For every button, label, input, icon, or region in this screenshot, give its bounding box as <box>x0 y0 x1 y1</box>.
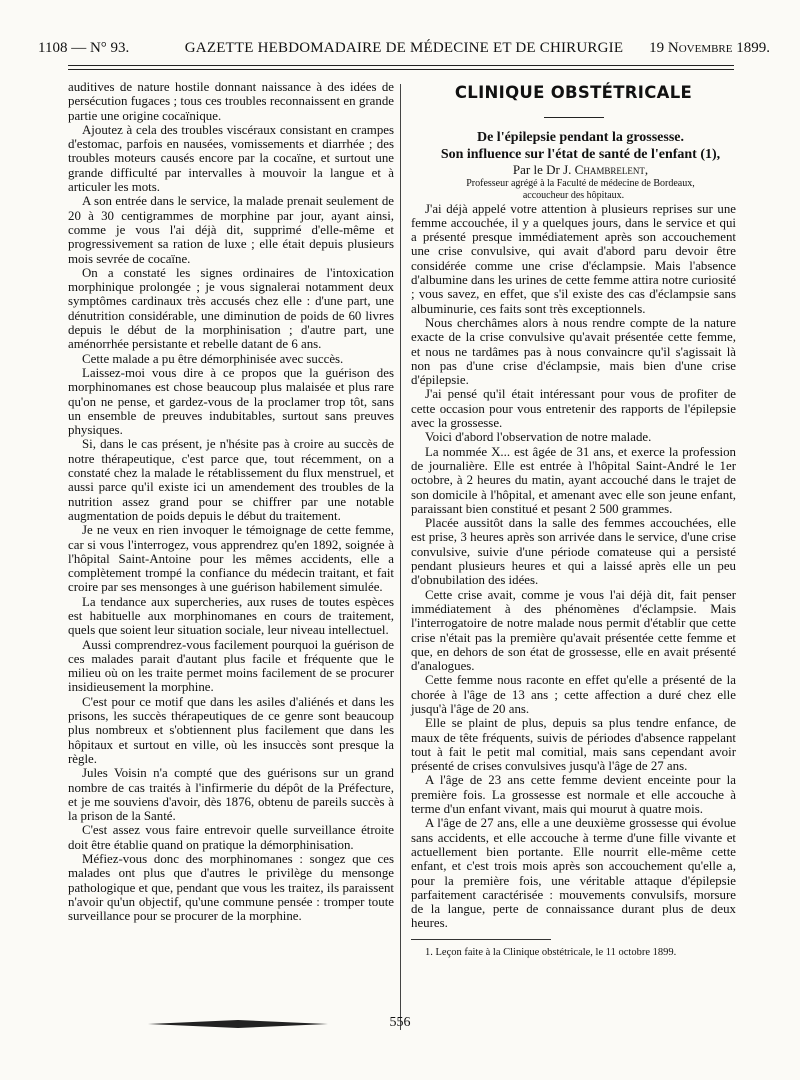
issue-date <box>649 36 770 60</box>
issue-year: 1899. <box>736 40 770 56</box>
paragraph: Placée aussitôt dans la salle des femmes accouchées, elle est prise, 3 heures après son arrivée dans le service, d'une crise convulsive, suivie d'une période comateuse qui a persisté pendant plusieurs heures et qui a laissé après elle un peu d'obnubilation des idées. <box>411 516 736 588</box>
paragraph: A l'âge de 27 ans, elle a une deuxième grossesse qui évolue sans accidents, et elle accouche à terme d'une fille vivante et actuellement bien portante. Elle nourrit elle-même cette enfant, et c'est trois mois après son accouchement qu'elle a, pour la première fois, une véritable attaque d'épilepsie parfaitement caractérisée : mouvements convulsifs, morsure de la langue, perte de connaissance durant plus de deux heures. <box>411 816 736 931</box>
issue-month: Novembre <box>667 40 733 56</box>
affiliation-line2: accoucheur des hôpitaux. <box>522 189 625 201</box>
paragraph: On a constaté les signes ordinaires de l'intoxication morphinique prolongée ; je vous signalerai notamment deux symptômes cardinaux très accusés chez elle : d'une part, une dénutrition considérable, une diminution de poids de 60 livres depuis le début de la morphinisation ; d'autre part, une aménorrhée persistante et rebelle datant de 6 ans. <box>68 265 394 352</box>
paragraph: Cette crise avait, comme je vous l'ai déjà dit, fait penser immédiatement à des phénomènes d'éclampsie. Mais l'interrogatoire de notre malade nous permit d'établir que cette crise n'était pas la première qu'avait présentée cette femme et que, en dehors de son état de grossesse, elle en avait présenté d'analogues. <box>411 587 736 674</box>
paragraph: Aussi comprendrez-vous facilement pourquoi la guérison de ces malades parait d'autant plus facile et fréquente que le milieu où on les traite permet moins facilement de se procurer insidieusement la morphine. <box>68 637 394 695</box>
paragraph: Cette malade a pu être démorphinisée avec succès. <box>82 351 344 366</box>
paragraph: Voici d'abord l'observation de notre malade. <box>425 430 652 445</box>
header-rule-bottom <box>68 69 734 70</box>
author-name: Chambrelent, <box>574 162 649 178</box>
header-rule-top <box>68 65 734 66</box>
paragraph: J'ai pensé qu'il était intéressant pour vous de profiter de cette occasion pour vous entretenir des rapports de l'épilepsie avec la grossesse. <box>411 387 736 431</box>
issue-number: 1108 — N° 93. <box>38 40 130 56</box>
paragraph: A l'âge de 23 ans cette femme devient enceinte pour la première fois. La grossesse est normale et elle accouche à terme d'un enfant vivant, mais qui mourut à quatre mois. <box>411 773 736 817</box>
footnote: 1. Leçon faite à la Clinique obstétricale, le 11 octobre 1899. <box>425 946 677 958</box>
column-divider <box>400 84 401 1030</box>
article-title-line2: Son influence sur l'état de santé de l'enfant (1), <box>440 147 721 163</box>
section-title: CLINIQUE OBSTÉTRICALE <box>454 83 693 102</box>
paragraph: Elle se plaint de plus, depuis sa plus tendre enfance, de maux de tête fréquents, suivis de périodes d'absence rappelant tout à fait le petit mal comitial, mais sans cependant avoir présenté de crises convulsives jusqu'à l'âge de 27 ans. <box>411 716 736 774</box>
author-byline <box>411 163 736 177</box>
paragraph: C'est assez vous faire entrevoir quelle surveillance étroite doit être établie quand on pratique la démorphinisation. <box>68 823 394 852</box>
affiliation-line1: Professeur agrégé à la Faculté de médecine de Bordeaux, <box>466 177 695 189</box>
author-prefix: Par le Dr J. <box>512 162 575 178</box>
journal-title: GAZETTE HEBDOMADAIRE DE MÉDECINE ET DE CHIRURGIE <box>184 40 624 56</box>
right-column <box>411 80 736 959</box>
paragraph: Méfiez-vous donc des morphinomanes : songez que ces malades ont plus que d'autres le privilège du mensonge pathologique et que, pendant que vous les traitez, ils paraissent n'avoir qu'un objectif, qu'une commune pensée : tromper toute surveillance pour se procurer de la morphine. <box>68 852 394 924</box>
paragraph: Si, dans le cas présent, je n'hésite pas à croire au succès de notre thérapeutique, c'est parce que, tout récemment, on a constaté chez la malade le rétablissement du flux menstruel, et aussi parce qu'il existe ici un amendement des troubles de la nutrition assez grand pour se chiffrer par une notable augmentation de poids depuis le début du traitement. <box>68 437 394 523</box>
paragraph: C'est pour ce motif que dans les asiles d'aliénés et dans les prisons, les succès thérapeutiques de ce genre sont beaucoup plus nombreux et s'obtiennent plus facilement que dans les hôpitaux et surtout en ville, où les insuccès sont presque la règle. <box>68 694 394 766</box>
paragraph: Je ne veux en rien invoquer le témoignage de cette femme, car si vous l'interrogez, vous apprendrez qu'en 1892, soignée à l'hôpital Saint-Antoine pour les mêmes accidents, elle a complètement trompé la confiance du médecin traitant, et fait croire par ses mensonges à une guérison habilement simulée. <box>68 523 394 595</box>
footnote-rule <box>411 939 551 940</box>
author-affiliation <box>411 178 736 202</box>
paragraph: J'ai déjà appelé votre attention à plusieurs reprises sur une femme accouchée, il y a quelques jours, dans le service et qui a présenté presque immédiatement après son accouchement une crise convulsive, qui avait d'abord paru devoir être considérée comme une crise d'éclampsie. Mais l'absence d'albumine dans les urines de cette femme attira notre curiosité ; vous savez, en effet, que s'il existe des cas d'éclampsie sans albuminurie, ces faits sont très exceptionnels. <box>411 201 736 316</box>
article-title-line1: De l'épilepsie pendant la grossesse. <box>476 130 685 146</box>
running-header <box>38 36 770 60</box>
page-number: 556 <box>389 1015 411 1030</box>
paragraph: A son entrée dans le service, la malade prenait seulement de 20 à 30 centigrammes de morphine par jour, ayant ainsi, comme je vous l'ai déjà dit, supprimé d'elle-même et progressivement sa ration de luxe ; elle était depuis plusieurs mois sevrée de cocaïne. <box>68 194 394 266</box>
paragraph: Nous cherchâmes alors à nous rendre compte de la nature exacte de la crise convulsive qu'avait présentée cette femme, et nous ne tardâmes pas à nous convaincre qu'il s'agissait là non pas d'une crise d'éclampsie, mais bien d'une crise d'épilepsie. <box>411 315 736 388</box>
paragraph: Jules Voisin n'a compté que des guérisons sur un grand nombre de cas traités à l'infirmerie du dépôt de la Préfecture, et je me souviens d'avoir, dès 1876, obtenu de pareils succès à la prison de la Santé. <box>68 766 394 824</box>
paragraph: auditives de nature hostile donnant naissance à des idées de persécution fugaces ; tous ces troubles reconnaissent en grande partie une origine cocaïnique. <box>68 80 394 123</box>
paragraph: La nommée X... est âgée de 31 ans, et exerce la profession de journalière. Elle est entrée à l'hôpital Saint-André le 1er octobre, à 2 heures du matin, ayant accouché dans le trajet de son domicile à l'hôpital, et amenant avec elle son jeune enfant, paraissant bien constitué et pesant 2 500 grammes. <box>411 444 736 516</box>
issue-day: 19 <box>649 40 665 56</box>
paragraph: Ajoutez à cela des troubles viscéraux consistant en crampes d'estomac, parfois en nausées, vomissements et diarrhée ; des troubles moteurs causés encore par la cocaïne, et surtout une grande difficulté par intervalles à mouvoir la langue et à articuler les mots. <box>68 122 394 195</box>
paragraph: Cette femme nous raconte en effet qu'elle a présenté de la chorée à l'âge de 13 ans ; cette affection a duré chez elle jusqu'à l'âge de 20 ans. <box>411 673 736 716</box>
left-column <box>68 80 394 924</box>
paragraph: Laissez-moi vous dire à ce propos que la guérison des morphinomanes est chose beaucoup plus malaisée et plus rare qu'on ne pense, et gardez-vous de la proclamer trop tôt, sans un ensemble de preuves indubitables, surtout sans preuves physiques. <box>68 365 394 438</box>
section-rule <box>544 117 604 118</box>
paragraph: La tendance aux supercheries, aux ruses de toutes espèces est habituelle aux morphinomanes en cours de traitement, quels que soient leur situation sociale, leur niveau intellectuel. <box>68 594 394 638</box>
